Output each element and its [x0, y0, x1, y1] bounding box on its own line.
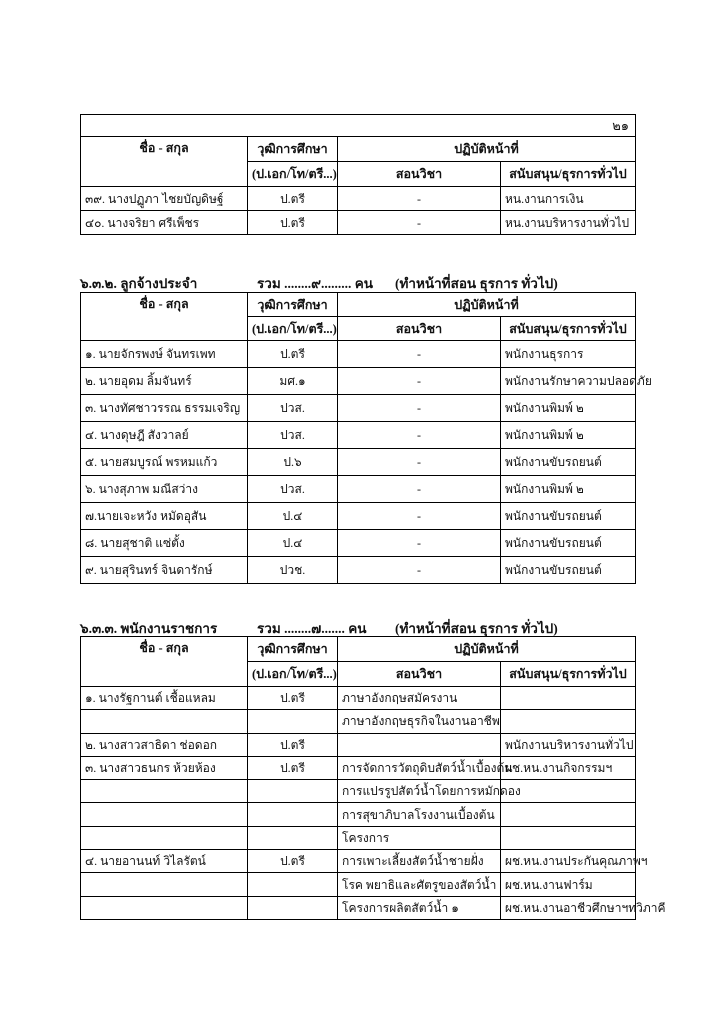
cell-education: ป.ตรี — [248, 850, 338, 873]
header-education: วุฒิการศึกษา — [248, 137, 338, 162]
table-row — [81, 187, 636, 211]
cell-subject: การสุขาภิบาลโรงงานเบื้องต้น — [338, 803, 501, 826]
cell-name — [81, 826, 248, 849]
section-total: รวม ........๗....... คน — [257, 621, 367, 636]
cell-subject: การแปรรูปสัตว์น้ำโดยการหมักดอง — [338, 780, 501, 803]
cell-name: ๙. นายสุรินทร์ จินดารักษ์ — [81, 557, 248, 584]
cell-support: หน.งานบริหารงานทั่วไป — [501, 211, 636, 235]
cell-name: ๔๐. นางจริยา ศรีเพ็ชร — [81, 211, 248, 235]
header-support: สนับสนุน/ธุรการทั่วไป — [501, 317, 636, 341]
table-row — [81, 211, 636, 235]
cell-education: ป.ตรี — [248, 733, 338, 756]
cell-education: ป.ตรี — [248, 756, 338, 779]
cell-name: ๑. นางรัฐกานต์ เชื้อแหลม — [81, 687, 248, 710]
cell-name: ๒. นายอุดม ลิ้มจันทร์ — [81, 368, 248, 395]
cell-name — [81, 896, 248, 919]
cell-support — [501, 687, 636, 710]
cell-name — [81, 873, 248, 896]
cell-support: ผช.หน.งานฟาร์ม — [501, 873, 636, 896]
cell-support: พนักงานพิมพ์ ๒ — [501, 395, 636, 422]
cell-support: พนักงานขับรถยนต์ — [501, 530, 636, 557]
cell-education — [248, 826, 338, 849]
cell-name — [81, 710, 248, 733]
section-duty-note: (ทำหน้าที่สอน ธุรการ ทั่วไป) — [395, 621, 558, 636]
cell-support — [501, 803, 636, 826]
cell-education: ปวส. — [248, 422, 338, 449]
cell-name: ๔. นางดุษฎี สังวาลย์ — [81, 422, 248, 449]
table-row — [81, 733, 636, 756]
cell-education: ป.๖ — [248, 449, 338, 476]
cell-name: ๓๙. นางปฏูภา ไชยบัญดิษฐ์ — [81, 187, 248, 211]
table-row — [81, 896, 636, 919]
cell-subject: - — [338, 557, 501, 584]
cell-education: ป.ตรี — [248, 687, 338, 710]
table-row — [81, 710, 636, 733]
header-name: ชื่อ - สกุล — [81, 293, 248, 341]
header-duty: ปฏิบัติหน้าที่ — [338, 137, 636, 162]
table-row — [81, 395, 636, 422]
cell-support: พนักงานพิมพ์ ๒ — [501, 422, 636, 449]
page-number: ๒๑ — [81, 115, 636, 137]
section-heading — [80, 269, 640, 291]
header-duty: ปฏิบัติหน้าที่ — [338, 637, 636, 662]
cell-education — [248, 803, 338, 826]
header-name: ชื่อ - สกุล — [81, 137, 248, 187]
cell-education: ปวส. — [248, 395, 338, 422]
cell-subject: - — [338, 368, 501, 395]
cell-support: พนักงานขับรถยนต์ — [501, 449, 636, 476]
government-employee-table — [80, 636, 666, 920]
cell-subject: - — [338, 395, 501, 422]
table-row — [81, 341, 636, 368]
staff-table-continued — [80, 114, 636, 235]
cell-subject: - — [338, 187, 501, 211]
table-row — [81, 557, 636, 584]
cell-education — [248, 896, 338, 919]
cell-name — [81, 780, 248, 803]
cell-support: ผช.หน.งานกิจกรรมฯ — [501, 756, 636, 779]
cell-support: พนักงานรักษาความปลอดภัย — [501, 368, 636, 395]
table-row — [81, 422, 636, 449]
cell-education: ป.ตรี — [248, 211, 338, 235]
cell-name: ๓. นางสาวธนกร ห้วยห้อง — [81, 756, 248, 779]
cell-education: ป.ตรี — [248, 341, 338, 368]
cell-education — [248, 710, 338, 733]
section-title: ๖.๓.๓. พนักงานราชการ — [80, 621, 218, 636]
cell-education: ป.๔ — [248, 530, 338, 557]
cell-education: ปวส. — [248, 476, 338, 503]
table-row — [81, 503, 636, 530]
section-duty-note: (ทำหน้าที่สอน ธุรการ ทั่วไป) — [395, 276, 558, 291]
cell-support: พนักงานบริหารงานทั่วไป — [501, 733, 636, 756]
table-row — [81, 756, 636, 779]
cell-support: พนักงานขับรถยนต์ — [501, 503, 636, 530]
cell-name: ๓. นางทัศชาวรรณ ธรรมเจริญ — [81, 395, 248, 422]
table-row — [81, 449, 636, 476]
cell-support: พนักงานธุรการ — [501, 341, 636, 368]
cell-name: ๕. นายสมบูรณ์ พรหมแก้ว — [81, 449, 248, 476]
cell-education — [248, 873, 338, 896]
cell-support: พนักงานพิมพ์ ๒ — [501, 476, 636, 503]
header-teach: สอนวิชา — [338, 162, 501, 187]
permanent-staff-table — [80, 292, 652, 584]
cell-subject: - — [338, 449, 501, 476]
table-row — [81, 850, 636, 873]
cell-support: ผช.หน.งานประกันคุณภาพฯ — [501, 850, 636, 873]
cell-education: ป.ตรี — [248, 187, 338, 211]
table-row — [81, 476, 636, 503]
cell-name: ๔. นายอานนท์ วิไลรัตน์ — [81, 850, 248, 873]
cell-subject: ภาษาอังกฤษสมัครงาน — [338, 687, 501, 710]
table-row — [81, 780, 636, 803]
header-education-sub: (ป.เอก/โท/ตรี...) — [248, 662, 338, 687]
table-row — [81, 368, 636, 395]
header-education: วุฒิการศึกษา — [248, 637, 338, 662]
header-education: วุฒิการศึกษา — [248, 293, 338, 317]
header-duty: ปฏิบัติหน้าที่ — [338, 293, 636, 317]
cell-subject: - — [338, 503, 501, 530]
table-row — [81, 687, 636, 710]
cell-name: ๗.นายเจะหวัง หมัดอุสัน — [81, 503, 248, 530]
table-row — [81, 530, 636, 557]
cell-subject: การจัดการวัตถุดิบสัตว์น้ำเบื้องต้น — [338, 756, 501, 779]
cell-education: มศ.๑ — [248, 368, 338, 395]
cell-education — [248, 780, 338, 803]
header-education-sub: (ป.เอก/โท/ตรี...) — [248, 162, 338, 187]
section-title: ๖.๓.๒. ลูกจ้างประจำ — [80, 276, 198, 291]
cell-support: ผช.หน.งานอาชีวศึกษาฯทวิภาคี — [501, 896, 636, 919]
cell-subject: ภาษาอังกฤษธุรกิจในงานอาชีพ — [338, 710, 501, 733]
header-support: สนับสนุน/ธุรการทั่วไป — [501, 162, 636, 187]
table-row — [81, 826, 636, 849]
cell-name: ๖. นางสุภาพ มณีสว่าง — [81, 476, 248, 503]
cell-subject: - — [338, 422, 501, 449]
table-row — [81, 873, 636, 896]
cell-subject: โรค พยาธิและศัตรูของสัตว์น้ำ — [338, 873, 501, 896]
cell-education: ปวช. — [248, 557, 338, 584]
cell-name — [81, 803, 248, 826]
header-support: สนับสนุน/ธุรการทั่วไป — [501, 662, 636, 687]
header-education-sub: (ป.เอก/โท/ตรี...) — [248, 317, 338, 341]
cell-name: ๒. นางสาวสาธิดา ช่อดอก — [81, 733, 248, 756]
header-teach: สอนวิชา — [338, 662, 501, 687]
cell-support — [501, 710, 636, 733]
cell-support — [501, 826, 636, 849]
cell-support: หน.งานการเงิน — [501, 187, 636, 211]
cell-education: ป.๔ — [248, 503, 338, 530]
cell-subject: โครงการ — [338, 826, 501, 849]
cell-subject: โครงการผลิตสัตว์น้ำ ๑ — [338, 896, 501, 919]
cell-subject: - — [338, 341, 501, 368]
section-total: รวม ........๙......... คน — [257, 276, 374, 291]
section-heading — [80, 614, 640, 636]
cell-subject: - — [338, 476, 501, 503]
cell-subject: - — [338, 211, 501, 235]
cell-support: พนักงานขับรถยนต์ — [501, 557, 636, 584]
header-teach: สอนวิชา — [338, 317, 501, 341]
table-row — [81, 803, 636, 826]
cell-subject — [338, 733, 501, 756]
cell-subject: - — [338, 530, 501, 557]
cell-name: ๘. นายสุชาติ แซ่ตั้ง — [81, 530, 248, 557]
header-name: ชื่อ - สกุล — [81, 637, 248, 687]
cell-name: ๑. นายจักรพงษ์ จันทรเพท — [81, 341, 248, 368]
cell-subject: การเพาะเลี้ยงสัตว์น้ำชายฝั่ง — [338, 850, 501, 873]
